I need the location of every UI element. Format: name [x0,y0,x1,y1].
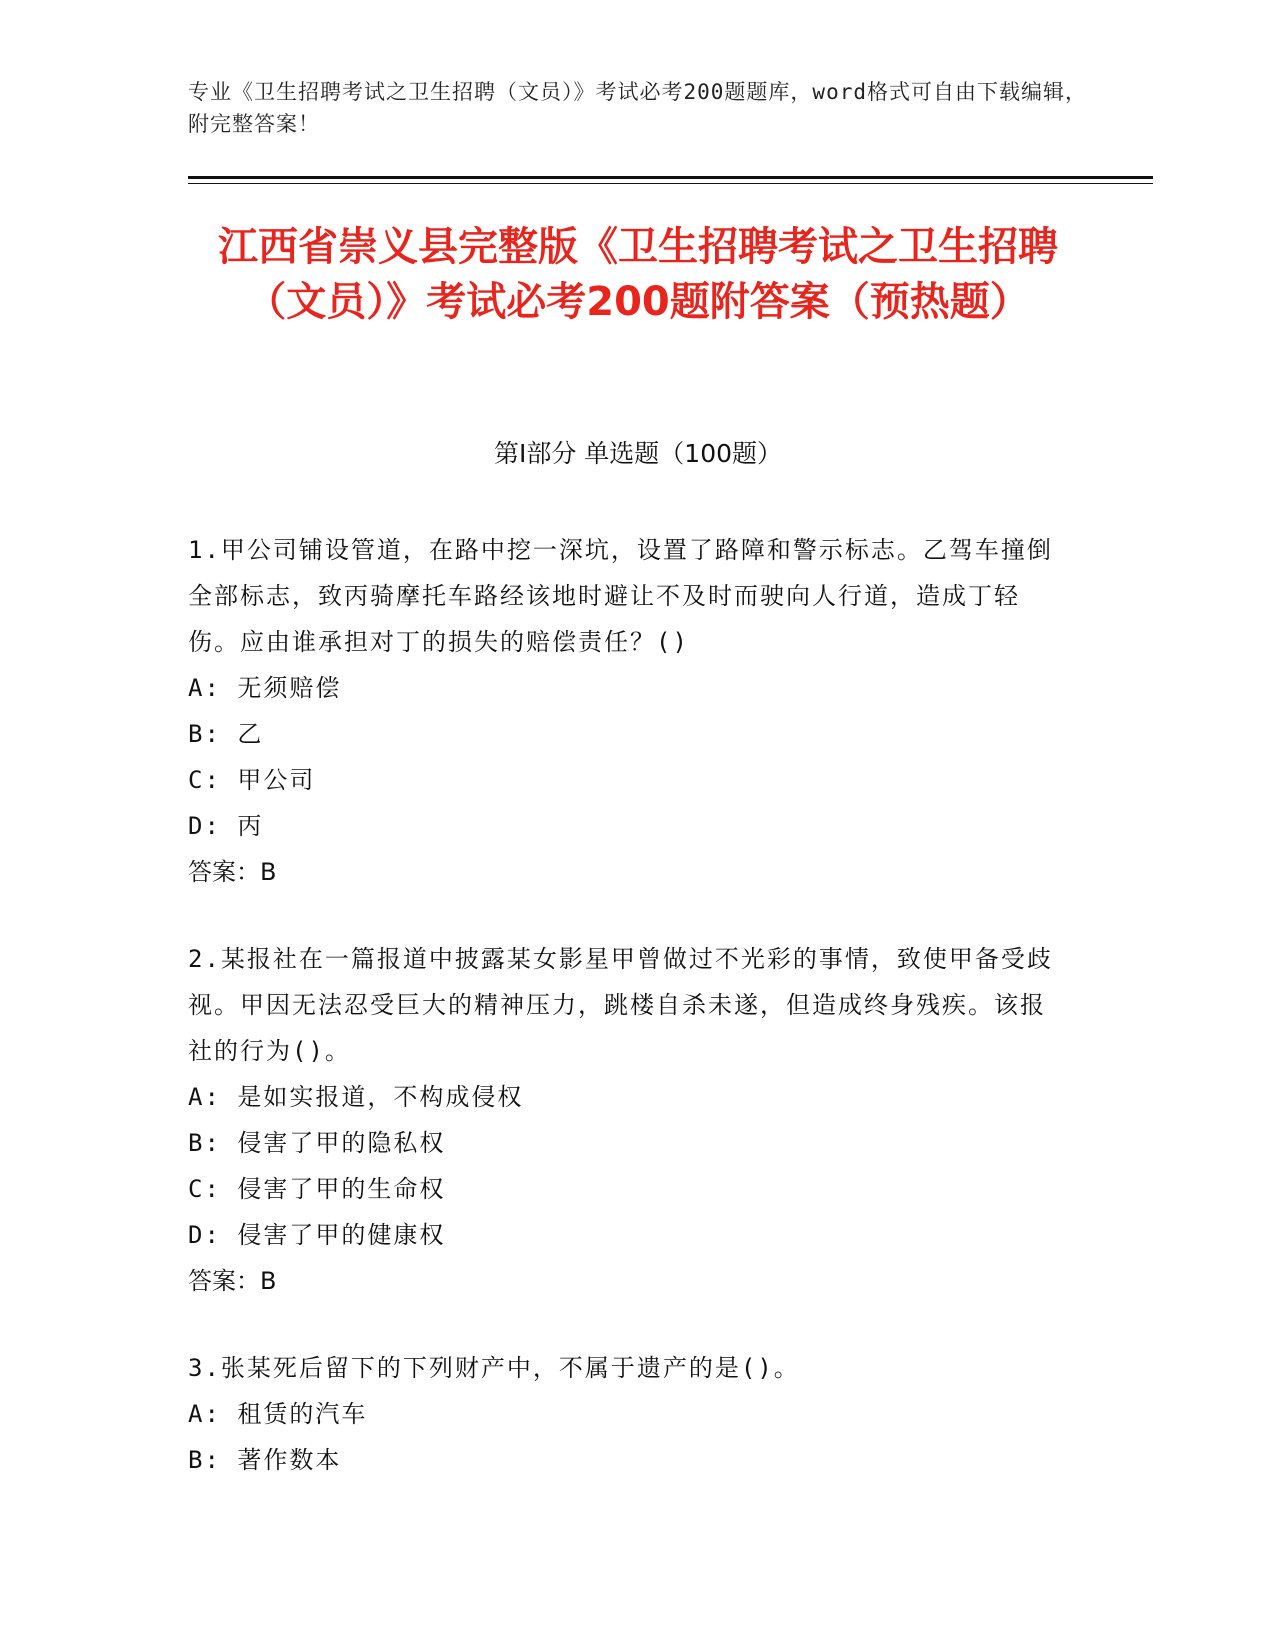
question-list [188,527,1068,1524]
question-3 [188,1345,1068,1483]
question-1 [188,527,1068,895]
option-a: A: 租赁的汽车 [188,1400,368,1428]
option-b: B: 侵害了甲的隐私权 [188,1129,446,1157]
header-divider-thick [188,176,1153,179]
option-d: D: 侵害了甲的健康权 [188,1221,446,1249]
option-b: B: 乙 [188,720,264,748]
option-b: B: 著作数本 [188,1446,342,1474]
option-a: A: 无须赔偿 [188,674,342,702]
option-c: C: 甲公司 [188,766,316,794]
option-a: A: 是如实报道，不构成侵权 [188,1083,524,1111]
option-d: D: 丙 [188,812,264,840]
document-title: 江西省崇义县完整版《卫生招聘考试之卫生招聘（文员）》考试必考200题附答案（预热题） [218,224,1058,325]
section-heading: 第I部分 单选题（100题） [493,439,783,468]
header-divider-thin [188,183,1153,184]
question-stem: 1.甲公司铺设管道，在路中挖一深坑，设置了路障和警示标志。乙驾车撞倒全部标志，致丙骑摩托车路经该地时避让不及时而驶向人行道，造成丁轻伤。应由谁承担对丁的损失的赔偿责任？() [188,536,1053,656]
option-c: C: 侵害了甲的生命权 [188,1175,446,1203]
answer: 答案：B [188,1267,277,1295]
question-stem: 2.某报社在一篇报道中披露某女影星甲曾做过不光彩的事情，致使甲备受歧视。甲因无法忍受巨大的精神压力，跳楼自杀未遂，但造成终身残疾。该报社的行为()。 [188,945,1053,1065]
header-note: 专业《卫生招聘考试之卫生招聘（文员）》考试必考200题题库，word格式可自由下载编辑，附完整答案！ [188,80,1087,136]
answer: 答案：B [188,858,277,886]
question-2 [188,936,1068,1304]
question-stem: 3.张某死后留下的下列财产中，不属于遗产的是()。 [188,1354,800,1382]
